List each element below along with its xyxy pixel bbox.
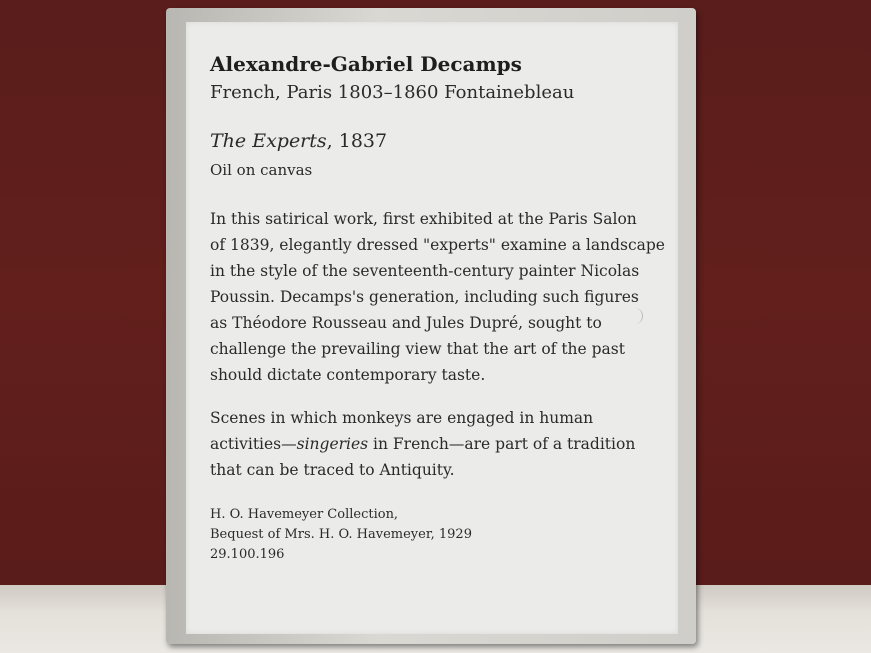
artwork-title-line [210, 130, 387, 152]
credit-bequest: Bequest of Mrs. H. O. Havemeyer, 1929 [210, 527, 472, 542]
paragraph-line: of 1839, elegantly dressed "experts" examine a landscape [210, 236, 665, 254]
description-paragraph-2 [210, 405, 670, 483]
paragraph-line: as Théodore Rousseau and Jules Dupré, sought to [210, 314, 602, 332]
paragraph-text: in French—are part of a tradition [368, 435, 636, 453]
paragraph-line [210, 431, 670, 457]
paragraph-text: activities— [210, 435, 297, 453]
museum-label-card [186, 22, 678, 634]
paragraph-line: in the style of the seventeenth-century painter Nicolas [210, 262, 640, 280]
artist-nationality: French, Paris 1803–1860 Fontainebleau [210, 82, 575, 103]
paragraph-line: Poussin. Decamps's generation, including such figures [210, 288, 639, 306]
paragraph-line: that can be traced to Antiquity. [210, 461, 455, 479]
accession-number: 29.100.196 [210, 547, 285, 562]
credit-collection: H. O. Havemeyer Collection, [210, 507, 399, 522]
paragraph-line: challenge the prevailing view that the art of the past [210, 340, 625, 358]
paragraph-line: should dictate contemporary taste. [210, 366, 486, 384]
paragraph-italic-term: singeries [296, 435, 369, 453]
description-paragraph-1 [210, 206, 670, 388]
artwork-title: The Experts [210, 130, 327, 152]
artwork-date: , 1837 [326, 130, 388, 152]
paragraph-line: In this satirical work, first exhibited at the Paris Salon [210, 210, 637, 228]
artwork-medium: Oil on canvas [210, 161, 313, 179]
paragraph-line: Scenes in which monkeys are engaged in human [210, 409, 594, 427]
credit-line [210, 505, 472, 565]
artist-name: Alexandre-Gabriel Decamps [210, 52, 522, 76]
